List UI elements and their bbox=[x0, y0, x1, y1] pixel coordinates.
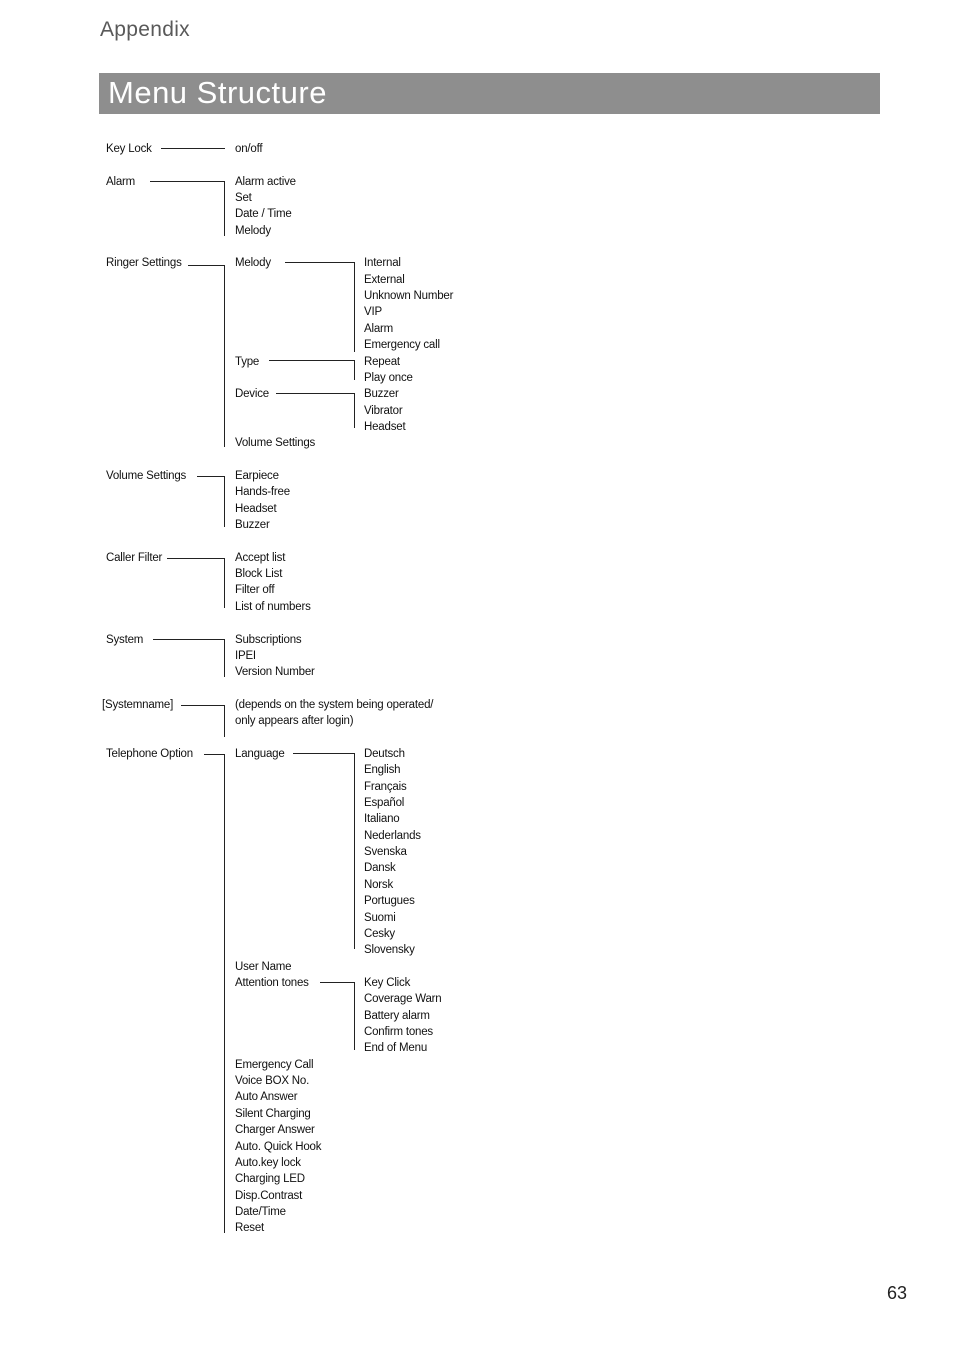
submenu-item: Version Number bbox=[235, 666, 315, 678]
submenu-item: Auto Answer bbox=[235, 1091, 298, 1103]
option-item: Deutsch bbox=[364, 748, 405, 760]
submenu-item: Date/Time bbox=[235, 1206, 286, 1218]
submenu-item: Silent Charging bbox=[235, 1108, 311, 1120]
connector-line bbox=[204, 754, 225, 755]
section-label: Appendix bbox=[100, 18, 190, 41]
connector-line bbox=[285, 262, 355, 263]
menu-ringer-settings: Ringer Settings bbox=[106, 257, 182, 269]
submenu-item: Auto. Quick Hook bbox=[235, 1141, 322, 1153]
submenu-item: Filter off bbox=[235, 584, 275, 596]
submenu-item: Melody bbox=[235, 225, 271, 237]
submenu-item: Subscriptions bbox=[235, 634, 302, 646]
connector-line bbox=[354, 262, 355, 352]
menu-volume-settings: Volume Settings bbox=[106, 470, 187, 482]
connector-line bbox=[269, 360, 355, 361]
submenu-item: Voice BOX No. bbox=[235, 1075, 310, 1087]
connector-line bbox=[354, 982, 355, 1050]
submenu-item: Block List bbox=[235, 568, 283, 580]
connector-line bbox=[181, 705, 225, 706]
submenu-item: Earpiece bbox=[235, 470, 279, 482]
menu-alarm: Alarm bbox=[106, 176, 136, 188]
connector-line bbox=[197, 476, 225, 477]
submenu-item: only appears after login) bbox=[235, 715, 354, 727]
option-item: Coverage Warn bbox=[364, 993, 442, 1005]
submenu-user-name: User Name bbox=[235, 961, 292, 973]
submenu-item: Emergency Call bbox=[235, 1059, 314, 1071]
submenu-item: Charger Answer bbox=[235, 1124, 315, 1136]
menu-system: System bbox=[106, 634, 144, 646]
submenu-item: on/off bbox=[235, 143, 263, 155]
submenu-item: Alarm active bbox=[235, 176, 296, 188]
page-title: Menu Structure bbox=[108, 75, 327, 110]
option-item: Internal bbox=[364, 257, 401, 269]
submenu-item: (depends on the system being operated/ bbox=[235, 699, 434, 711]
connector-line bbox=[153, 639, 225, 640]
option-item: Emergency call bbox=[364, 339, 440, 351]
submenu-type: Type bbox=[235, 356, 260, 368]
option-item: Portugues bbox=[364, 895, 415, 907]
option-item: Alarm bbox=[364, 323, 394, 335]
option-item: Repeat bbox=[364, 356, 400, 368]
menu-key-lock: Key Lock bbox=[106, 143, 152, 155]
connector-line bbox=[224, 476, 225, 527]
option-item: Battery alarm bbox=[364, 1010, 430, 1022]
option-item: English bbox=[364, 764, 401, 776]
menu-systemname: [Systemname] bbox=[102, 699, 174, 711]
option-item: Suomi bbox=[364, 912, 396, 924]
connector-line bbox=[161, 148, 225, 149]
connector-line bbox=[293, 753, 355, 754]
connector-line bbox=[224, 639, 225, 677]
connector-line bbox=[224, 265, 225, 447]
connector-line bbox=[150, 181, 225, 182]
connector-line bbox=[354, 360, 355, 380]
submenu-attention-tones: Attention tones bbox=[235, 977, 309, 989]
submenu-item: Headset bbox=[235, 503, 277, 515]
submenu-item: Buzzer bbox=[235, 519, 270, 531]
submenu-item: Charging LED bbox=[235, 1173, 305, 1185]
connector-line bbox=[224, 754, 225, 1233]
submenu-item: Date / Time bbox=[235, 208, 292, 220]
option-item: Norsk bbox=[364, 879, 394, 891]
connector-line bbox=[354, 393, 355, 428]
option-item: Confirm tones bbox=[364, 1026, 433, 1038]
submenu-item: List of numbers bbox=[235, 601, 311, 613]
connector-line bbox=[276, 393, 355, 394]
option-item: Italiano bbox=[364, 813, 400, 825]
connector-line bbox=[188, 265, 225, 266]
menu-telephone-option: Telephone Option bbox=[106, 748, 193, 760]
submenu-item: Auto.key lock bbox=[235, 1157, 301, 1169]
title-bar bbox=[99, 73, 880, 114]
option-item: VIP bbox=[364, 306, 382, 318]
connector-line bbox=[224, 558, 225, 608]
submenu-item: Accept list bbox=[235, 552, 286, 564]
page-number: 63 bbox=[887, 1283, 908, 1303]
submenu-language: Language bbox=[235, 748, 285, 760]
submenu-item: IPEI bbox=[235, 650, 256, 662]
submenu-item: Reset bbox=[235, 1222, 265, 1234]
option-item: Play once bbox=[364, 372, 413, 384]
submenu-item: Hands-free bbox=[235, 486, 290, 498]
option-item: Vibrator bbox=[364, 405, 403, 417]
option-item: Unknown Number bbox=[364, 290, 454, 302]
connector-line bbox=[224, 705, 225, 737]
submenu-item: Disp.Contrast bbox=[235, 1190, 303, 1202]
option-item: Key Click bbox=[364, 977, 411, 989]
option-item: End of Menu bbox=[364, 1042, 428, 1054]
menu-caller-filter: Caller Filter bbox=[106, 552, 163, 564]
option-item: Svenska bbox=[364, 846, 407, 858]
option-item: Headset bbox=[364, 421, 406, 433]
connector-line bbox=[320, 982, 355, 983]
connector-line bbox=[167, 558, 225, 559]
option-item: Cesky bbox=[364, 928, 395, 940]
option-item: Français bbox=[364, 781, 407, 793]
submenu-item: Set bbox=[235, 192, 252, 204]
option-item: Slovensky bbox=[364, 944, 415, 956]
submenu-device: Device bbox=[235, 388, 269, 400]
option-item: Buzzer bbox=[364, 388, 399, 400]
submenu-melody: Melody bbox=[235, 257, 271, 269]
submenu-volume-settings: Volume Settings bbox=[235, 437, 316, 449]
option-item: Nederlands bbox=[364, 830, 421, 842]
option-item: External bbox=[364, 274, 405, 286]
option-item: Dansk bbox=[364, 862, 396, 874]
connector-line bbox=[354, 753, 355, 949]
option-item: Español bbox=[364, 797, 405, 809]
connector-line bbox=[224, 181, 225, 236]
